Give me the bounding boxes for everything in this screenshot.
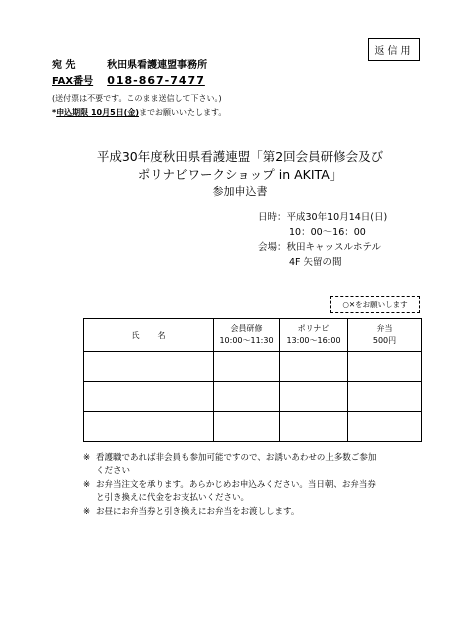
date-label: 日時： <box>258 212 287 223</box>
asterisk-mark: * <box>52 108 57 117</box>
venue-label: 会場： <box>258 242 287 253</box>
title-line-3: 参加申込書 <box>212 185 268 198</box>
table-row <box>84 382 422 412</box>
event-time: 10：00～16：00 <box>289 227 366 238</box>
recipient-row <box>52 56 207 71</box>
polinavi-cell[interactable] <box>280 412 348 442</box>
table-header-row <box>84 319 422 352</box>
circle-cross-text: ○✕をお願いします <box>342 300 408 309</box>
event-room: 4F 矢留の間 <box>289 257 342 268</box>
circle-cross-instruction <box>330 296 420 313</box>
date-value: 平成30年10月14日(日) <box>286 212 388 223</box>
footnote-1 <box>83 451 376 463</box>
polinavi-cell[interactable] <box>280 352 348 382</box>
name-cell[interactable] <box>84 352 214 382</box>
deadline-note <box>52 107 226 118</box>
fax-number: 018-867-7477 <box>107 74 205 87</box>
event-date <box>258 209 387 223</box>
footnote-2 <box>83 478 376 490</box>
name-cell[interactable] <box>84 412 214 442</box>
header-name <box>84 319 214 352</box>
return-label: 返信用 <box>374 46 414 57</box>
footnote-2-cont: と引き換えに代金をお支払いください。 <box>96 493 250 503</box>
header-member-training-label: 会員研修 <box>230 324 263 333</box>
footnote-1-cont: ください <box>96 466 131 476</box>
recipient-value: 秋田県看護連盟事務所 <box>107 60 208 71</box>
deadline-text: 申込期限 10月5日(金) <box>56 108 139 117</box>
footnote-mark: ※ <box>83 480 91 490</box>
member-training-cell[interactable] <box>214 352 280 382</box>
header-polinavi <box>280 319 348 352</box>
footnote-mark: ※ <box>83 453 91 463</box>
polinavi-cell[interactable] <box>280 382 348 412</box>
bento-cell[interactable] <box>348 382 422 412</box>
footnote-3-text: お昼にお弁当券と引き換えにお弁当をお渡しします。 <box>96 507 300 517</box>
table-row <box>84 412 422 442</box>
header-bento-price: 500円 <box>372 336 397 345</box>
title-line-2: ポリナビワークショップ in AKITA」 <box>137 167 343 182</box>
member-training-cell[interactable] <box>214 382 280 412</box>
member-training-cell[interactable] <box>214 412 280 442</box>
header-member-training <box>214 319 280 352</box>
recipient-label: 宛 先 <box>52 60 76 71</box>
footnote-1-text: 看護職であれば非会員も参加可能ですので、お誘いあわせの上多数ご参加 <box>96 453 377 463</box>
return-label-box <box>368 38 420 61</box>
header-polinavi-label: ポリナビ <box>297 324 330 333</box>
footnote-2-text: お弁当注文を承ります。あらかじめお申込みください。当日朝、お弁当券 <box>96 480 376 490</box>
application-table <box>83 318 422 442</box>
name-cell[interactable] <box>84 382 214 412</box>
footnote-3 <box>83 505 299 517</box>
header-bento <box>348 319 422 352</box>
footnote-mark: ※ <box>83 507 91 517</box>
bento-cell[interactable] <box>348 352 422 382</box>
table-row <box>84 352 422 382</box>
deadline-suffix: までお願いいたします。 <box>138 108 227 117</box>
header-polinavi-time: 13:00～16:00 <box>286 336 341 345</box>
header-name-label: 氏名 <box>131 330 184 340</box>
bento-cell[interactable] <box>348 412 422 442</box>
fax-note: (送付票は不要です。このまま送信して下さい。) <box>52 94 222 103</box>
header-member-training-time: 10:00～11:30 <box>219 336 274 345</box>
event-venue <box>258 239 381 253</box>
venue-value: 秋田キャッスルホテル <box>286 242 382 253</box>
fax-label: FAX番号 <box>52 76 94 87</box>
fax-row <box>52 72 205 87</box>
title-line-1: 平成30年度秋田県看護連盟「第2回会員研修会及び <box>96 149 384 164</box>
header-bento-label: 弁当 <box>376 324 393 333</box>
